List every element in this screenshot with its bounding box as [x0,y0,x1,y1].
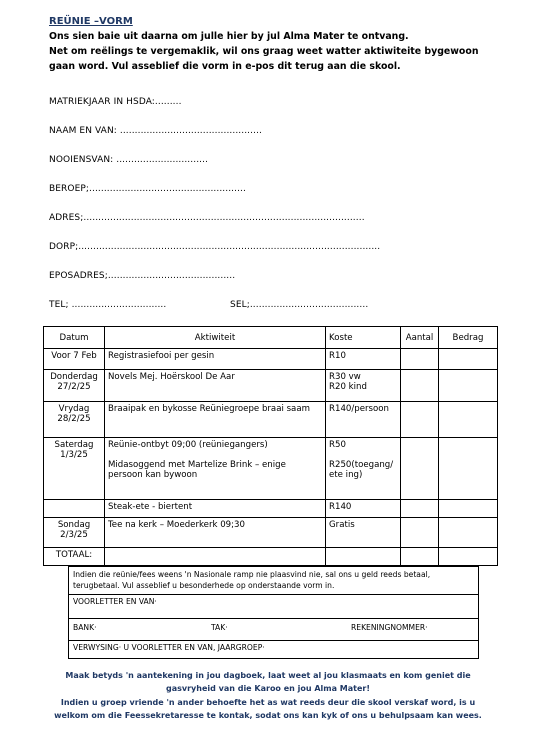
row-amount-input[interactable] [439,402,498,438]
intro-line-3: gaan word. Vul asseblief die vorm in e-pos dit terug aan die skool. [49,61,401,72]
matric-year-field[interactable]: MATRIEKJAAR IN HSDA:......... [49,97,182,107]
total-spacer [105,548,326,566]
table-row [44,349,498,370]
account-number-field[interactable]: REKENINGNOMMER· [351,623,428,632]
row-amount-input[interactable] [439,370,498,402]
total-row [44,548,498,566]
activities-table [43,326,498,566]
row-amount-input[interactable] [439,438,498,500]
row-quantity-input[interactable] [401,438,439,500]
footer-note-1: Maak betyds 'n aantekening in jou dagboek, laat weet al jou klasmaats en kom geniet die gasvryheid van die Karoo en jou Alma Mater! [65,671,471,693]
total-spacer [326,548,401,566]
total-amount-input[interactable] [439,548,498,566]
row-date: Voor 7 Feb [44,349,105,370]
row-amount-input[interactable] [439,500,498,518]
row-activity: Registrasiefooi per gesin [105,349,326,370]
cell-field[interactable]: SEL;........................................ [230,300,369,310]
row-date [44,500,105,518]
email-field[interactable]: EPOSADRES;........................................... [49,271,236,281]
row-date-day: Donderdag [50,372,98,382]
intro-line-1: Ons sien baie uit daarna om julle hier by jul Alma Mater te ontvang. [49,31,409,42]
row-date: Saterdag 1/3/25 [44,438,105,500]
total-label: TOTAAL: [44,548,105,566]
row-date [44,370,105,402]
row-quantity-input[interactable] [401,402,439,438]
row-amount-input[interactable] [439,518,498,548]
row-quantity-input[interactable] [401,518,439,548]
bank-details-row [69,618,478,640]
table-row [44,370,498,402]
form-title: REÜNIE –VORM [49,16,133,27]
refund-notice-text: Indien die reünie/fees weens 'n Nasionale ramp nie plaasvind nie, sal ons u geld reeds betaal, terugbetaal. Vul asseblief u besonderhede op onderstaande vorm in. [73,570,431,590]
total-quantity-input[interactable] [401,548,439,566]
row-cost: R50 R250(toegang/ ete ing) [326,438,401,500]
table-header-row [44,327,498,349]
header-date: Datum [44,327,105,349]
header-activity: Aktiwiteit [105,327,326,349]
row-activity: Steak-ete - biertent [105,500,326,518]
occupation-field[interactable]: BEROEP;..................................................... [49,184,246,194]
row-cost: R140/persoon [326,402,401,438]
row-quantity-input[interactable] [401,500,439,518]
row-quantity-input[interactable] [401,349,439,370]
reference-field[interactable]: VERWYSING· U VOORLETTER EN VAN, JAARGROEP· [69,640,478,658]
row-activity: Reünie-ontbyt 09;00 (reüniegangers) Midasoggend met Martelize Brink – enige persoon kan bywoon [105,438,326,500]
table-row [44,500,498,518]
refund-notice-box [68,566,479,659]
row-date-num: 27/2/25 [57,382,91,392]
town-field[interactable]: DORP;...................................................................................................... [49,242,381,252]
row-activity: Braaipak en bykosse Reüniegroepe braai saam [105,402,326,438]
branch-field[interactable]: TAK· [211,623,228,632]
row-cost: R140 [326,500,401,518]
row-date: Sondag 2/3/25 [44,518,105,548]
row-cost: R10 [326,349,401,370]
header-cost: Koste [326,327,401,349]
table-row [44,518,498,548]
row-activity: Tee na kerk – Moederkerk 09;30 [105,518,326,548]
row-date: Vrydag 28/2/25 [44,402,105,438]
row-amount-input[interactable] [439,349,498,370]
bank-field[interactable]: BANK· [73,623,97,632]
maiden-name-field[interactable]: NOOIENSVAN: ............................... [49,155,209,165]
header-amount: Bedrag [439,327,498,349]
row-cost: R30 vw R20 kind [326,370,401,402]
table-row [44,402,498,438]
name-field[interactable]: NAAM EN VAN: ................................................ [49,126,262,136]
row-quantity-input[interactable] [401,370,439,402]
tel-field[interactable]: TEL; ................................ [49,300,167,310]
row-cost: Gratis [326,518,401,548]
table-row [44,438,498,500]
footer-note-2: Indien u groep vriende 'n ander behoefte het as wat reeds deur die skool verskaf word, is u welkom om die Feessekretaresse te kontak, sodat ons kan kyk of ons u behulpsaam kan wees. [54,698,482,720]
initials-field[interactable]: VOORLETTER EN VAN· [69,594,478,618]
row-activity: Novels Mej. Hoërskool De Aar [105,370,326,402]
address-field[interactable]: ADRES;............................................................................................... [49,213,365,223]
intro-line-2: Net om reëlings te vergemaklik, wil ons graag weet watter aktiwiteite bygewoon [49,46,479,57]
header-quantity: Aantal [401,327,439,349]
